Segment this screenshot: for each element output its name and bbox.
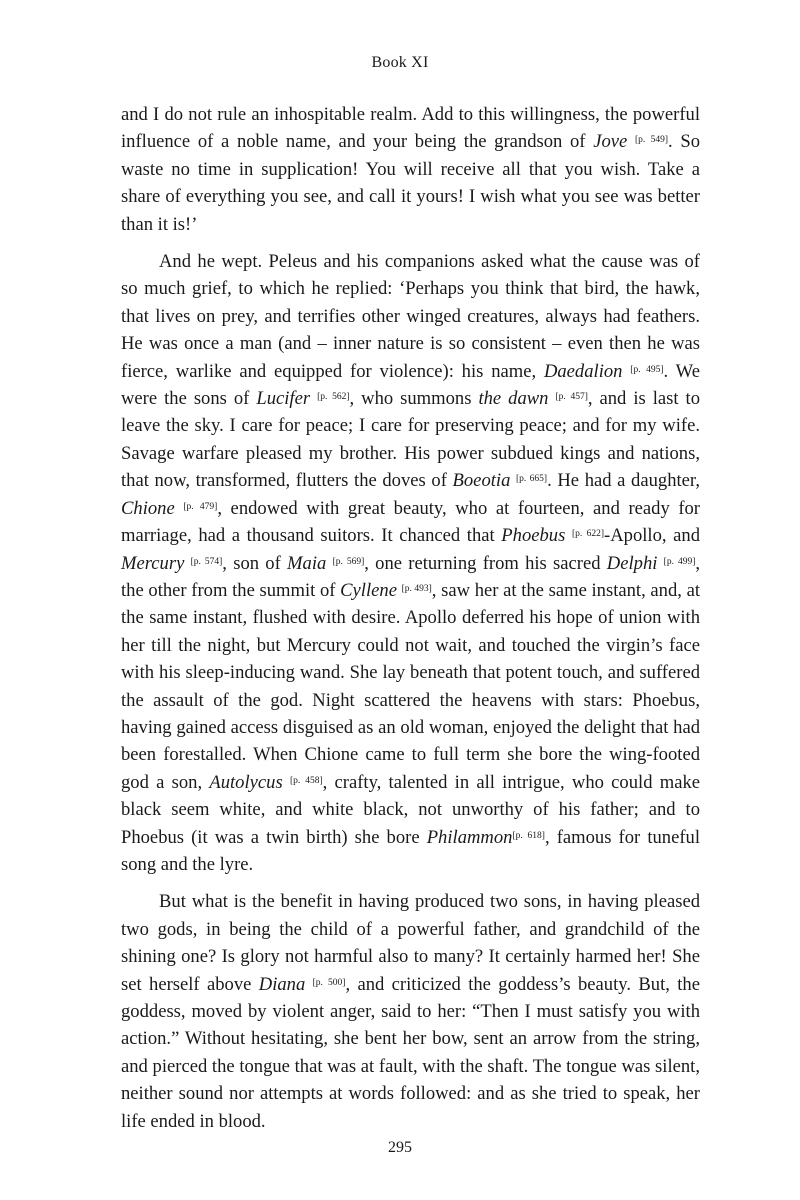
paragraph-3 [121,888,700,1135]
text-run: , saw her at the same instant, and, at the same instant, flushed with desire. Apollo deferred his hope of union with her till the night, but Mercury could not wait, and touched the virgin’s face with his sleep-inducing wand. She lay beneath that potent touch, and suffered the assault of the god. Night scattered the heavens with stars: Phoebus, having gained access disguised as an old woman, enjoyed the delight that had been forestalled. When Chione came to full term she bore the wing-footed god a son, [121,579,701,793]
name-mercury: Mercury [121,552,185,574]
paragraph-1 [121,101,700,238]
text-run: , one returning from his sacred [364,552,607,574]
name-cyllene: Cyllene [340,579,397,601]
running-title: Book XI [371,54,429,71]
text-run: , famous for tuneful song and the lyre. [121,826,700,875]
page-ref-mercury[interactable]: [p. 574] [190,556,223,567]
name-philammon: Philammon [426,826,513,848]
page-ref-diana[interactable]: [p. 500] [312,977,346,988]
name-autolycus: Autolycus [209,771,283,793]
name-boeotia: Boeotia [452,470,511,492]
page-ref-chione[interactable]: [p. 479] [183,501,218,512]
text-run: , crafty, talented in all intrigue, who could make black seem white, and white black, not unworthy of his father; and to Phoebus (it was a twin birth) she bore [121,771,700,848]
page-ref-delphi[interactable]: [p. 499] [663,556,696,567]
page-ref-autolycus[interactable]: [p. 458] [289,775,323,786]
body-text [121,101,700,1145]
page-ref-jove[interactable]: [p. 549] [634,135,669,146]
text-run: , son of [222,552,288,574]
page-ref-boeotia[interactable]: [p. 665] [516,474,548,485]
text-run: . So waste no time in supplication! You will receive all that you wish. Take a share of everything you see, and call it yours! I wish what you see was better than it is!’ [121,131,701,235]
text-run: And he wept. Peleus and his companions asked what the cause was of so much grief, to which he replied: ‘Perhaps you think that bird, the hawk, that lives on prey, and terrifies other winged creatures, always had feathers. He was once a man (and – inner nature is so consistent – even then he was fierce, warlike and equipped for violence): his name, [121,251,700,382]
text-run: , the other from the summit of [121,552,701,601]
name-diana: Diana [258,973,306,995]
name-phoebus: Phoebus [501,525,566,547]
name-jove: Jove [593,131,628,153]
page-ref-maia[interactable]: [p. 569] [332,556,365,567]
text-run: , who summons [349,388,479,410]
page-ref-daedalion[interactable]: [p. 495] [630,364,664,375]
name-maia: Maia [287,552,327,574]
name-delphi: Delphi [606,552,658,574]
text-run: -Apollo, and [604,525,700,547]
paragraph-2 [121,248,700,878]
page-number: 295 [388,1139,412,1156]
page-ref-lucifer[interactable]: [p. 562] [317,392,350,403]
text-run: and I do not rule an inhospitable realm. Add to this willingness, the powerful influence of a noble name, and your being the grandson of [121,104,700,153]
page-ref-phoebus[interactable]: [p. 622] [571,529,605,540]
text-run: , and is last to leave the sky. I care for peace; I care for preserving peace; and for my wife. Savage warfare pleased my brother. His power subdued kings and nations, that now, transformed, flutters the doves of [121,388,700,492]
name-chione: Chione [121,497,175,519]
text-run: . We were the sons of [121,360,700,410]
name-lucifer: Lucifer [256,388,311,410]
name-daedalion: Daedalion [543,360,623,382]
text-run: , and criticized the goddess’s beauty. But, the goddess, moved by violent anger, said to her: “Then I must satisfy you with action.” Without hesitating, she bent her bow, sent an arrow from the string, and pierced the tongue that was at fault, with the shaft. The tongue was silent, neither sound nor attempts at words followed: and as she tried to speak, her life ended in blood. [121,973,700,1132]
page-ref-the-dawn[interactable]: [p. 457] [555,392,588,403]
page-ref-cyllene[interactable]: [p. 493] [401,583,432,594]
text-run: , endowed with great beauty, who at fourteen, and ready for marriage, had a thousand suitors. It chanced that [121,497,701,547]
text-run: . He had a daughter, [547,470,701,492]
text-run: But what is the benefit in having produced two sons, in having pleased two gods, in being the child of a powerful father, and grandchild of the shining one? Is glory not harmful also to many? It certainly harmed her! She set herself above [121,891,700,995]
name-the-dawn: the dawn [478,388,549,410]
page-ref-philammon[interactable]: [p. 618] [512,830,545,841]
